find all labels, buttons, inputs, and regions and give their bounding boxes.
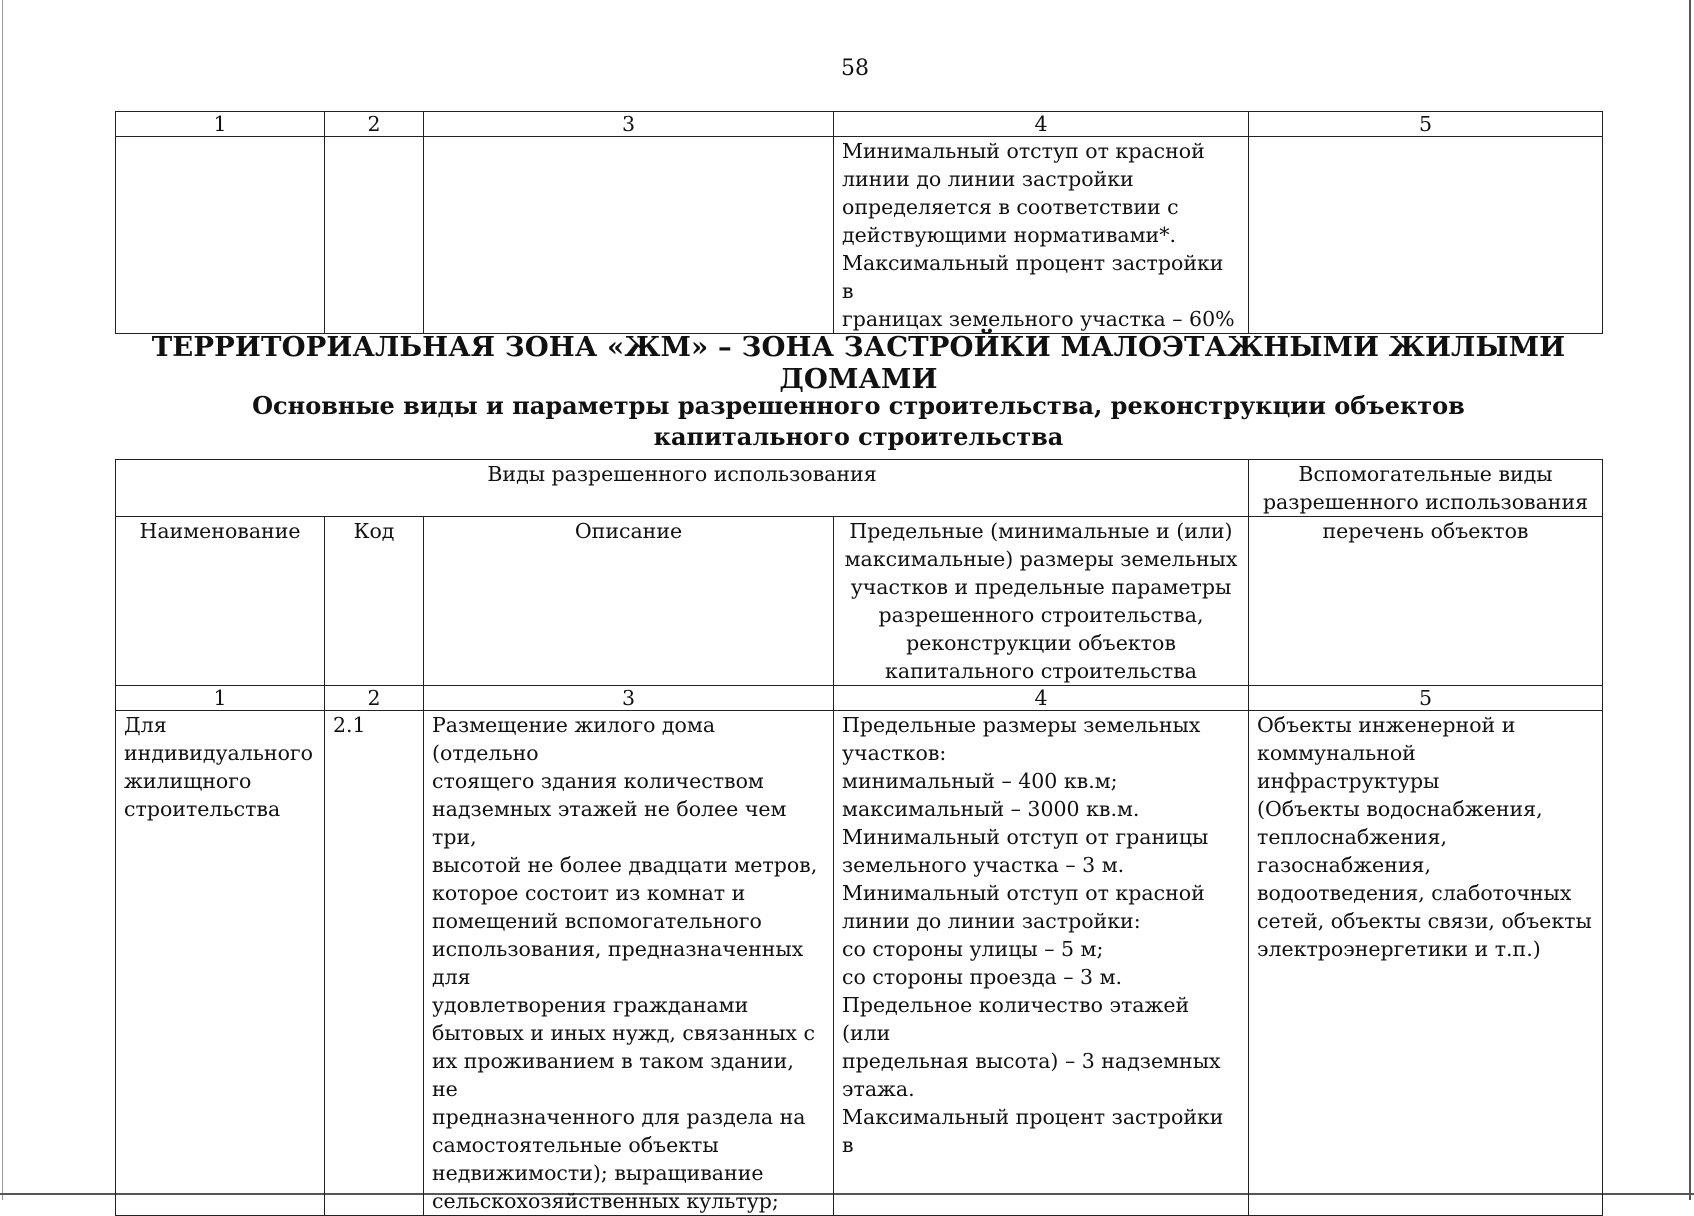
- scan-edge-left: [2, 0, 3, 1200]
- column-number: 2: [325, 112, 424, 137]
- column-number-row: [116, 112, 1603, 137]
- page-number: 58: [841, 56, 869, 81]
- cell-description: [424, 137, 834, 334]
- header-permitted-use: Виды разрешенного использования: [116, 460, 1249, 517]
- column-number: 3: [424, 112, 834, 137]
- zone-subtitle: Основные виды и параметры разрешенного строительства, реконструкции объектов капитального строительства: [252, 391, 1465, 451]
- header-objects: перечень объектов: [1249, 517, 1603, 686]
- column-number: 4: [834, 686, 1249, 711]
- cell-description: Размещение жилого дома (отдельно стоящего здания количеством надземных этажей не более чем три, высотой не более двадцати метров, которое состоит из комнат и помещений вспомогательного использования, предназначенных для удовлетворения гражданами бытовых и иных нужд, связанных с их проживанием в таком здании, не предназначенного для раздела на самостоятельные объекты недвижимости); выращивание сельскохозяйственных культур;: [424, 711, 834, 1216]
- header-limits: Предельные (минимальные и (или) максимальные) размеры земельных участков и предельные параметры разрешенного строительства, реконструкции объектов капитального строительства: [834, 517, 1249, 686]
- column-number: 1: [116, 686, 325, 711]
- cell-limits: Минимальный отступ от красной линии до линии застройки определяется в соответствии с действующими нормативами*. Максимальный процент застройки в границах земельного участка – 60%: [834, 137, 1249, 334]
- column-header-row: [116, 517, 1603, 686]
- header-code: Код: [325, 517, 424, 686]
- cell-name: Для индивидуального жилищного строительства: [116, 711, 325, 1216]
- column-number-row: [116, 686, 1603, 711]
- column-number: 2: [325, 686, 424, 711]
- cell-code: [325, 137, 424, 334]
- group-header-row: [116, 460, 1603, 517]
- cell-name: [116, 137, 325, 334]
- column-number: 4: [834, 112, 1249, 137]
- header-description: Описание: [424, 517, 834, 686]
- scan-edge-right: [1689, 0, 1691, 1200]
- cell-objects: Объекты инженерной и коммунальной инфраструктуры (Объекты водоснабжения, теплоснабжения, газоснабжения, водоотведения, слаботочных сетей, объекты связи, объекты электроэнергетики и т.п.): [1249, 711, 1603, 1216]
- column-number: 5: [1249, 686, 1603, 711]
- continuation-table: [115, 111, 1603, 334]
- table-row: [116, 137, 1603, 334]
- cell-objects: [1249, 137, 1603, 334]
- zone-permitted-use-table: [115, 459, 1603, 1216]
- header-auxiliary-use: Вспомогательные виды разрешенного использования: [1249, 460, 1603, 517]
- column-number: 1: [116, 112, 325, 137]
- column-number: 3: [424, 686, 834, 711]
- column-number: 5: [1249, 112, 1603, 137]
- header-name: Наименование: [116, 517, 325, 686]
- cell-code: 2.1: [325, 711, 424, 1216]
- zone-title: ТЕРРИТОРИАЛЬНАЯ ЗОНА «ЖМ» – ЗОНА ЗАСТРОЙКИ МАЛОЭТАЖНЫМИ ЖИЛЫМИ ДОМАМИ: [151, 331, 1566, 395]
- table-row: [116, 711, 1603, 1216]
- cell-limits: Предельные размеры земельных участков: минимальный – 400 кв.м; максимальный – 3000 кв.м. Минимальный отступ от границы земельного участка – 3 м. Минимальный отступ от красной линии до линии застройки: со стороны улицы – 5 м; со стороны проезда – 3 м. Предельное количество этажей (или предельная высота) – 3 надземных этажа. Максимальный процент застройки в: [834, 711, 1249, 1216]
